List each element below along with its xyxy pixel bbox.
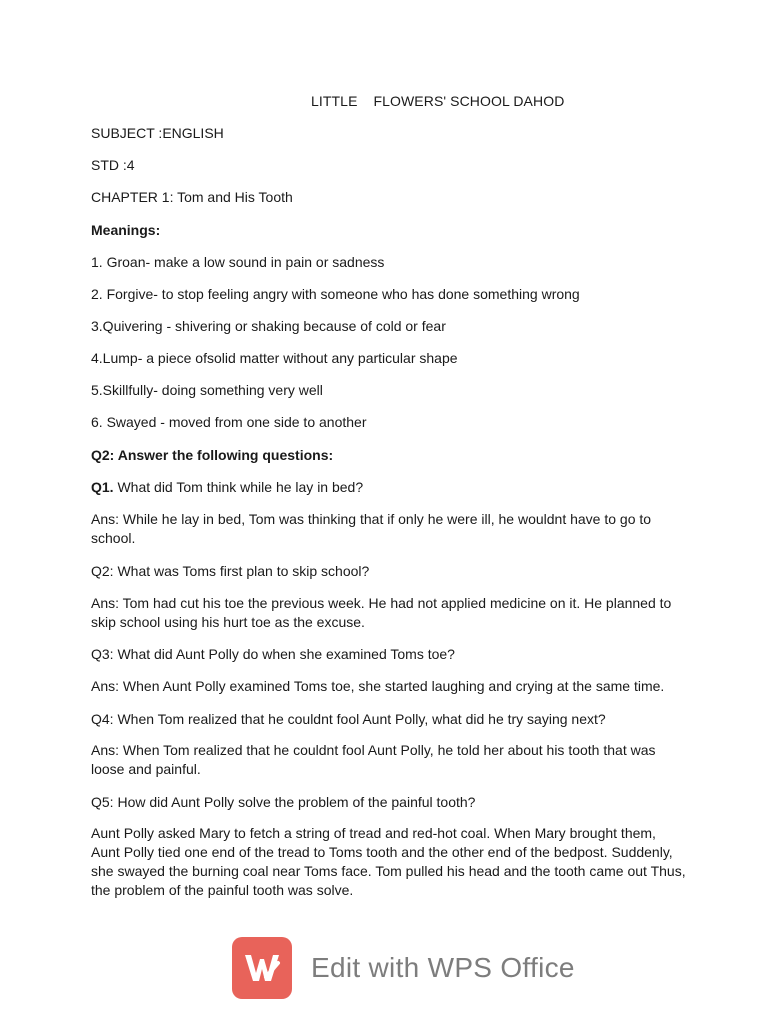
question-1-label: Q1. — [91, 479, 114, 495]
wps-w-icon — [242, 951, 282, 985]
school-title: LITTLE FLOWERS' SCHOOL DAHOD — [311, 93, 565, 109]
chapter-title: CHAPTER 1: Tom and His Tooth — [91, 189, 293, 205]
meaning-item: 1. Groan- make a low sound in pain or sadness — [91, 254, 385, 270]
answer-1: Ans: While he lay in bed, Tom was thinking that if only he were ill, he wouldnt have to go to school. — [91, 511, 652, 546]
answer-4: Ans: When Tom realized that he couldnt fool Aunt Polly, he told her about his tooth that was loose and painful. — [91, 742, 656, 777]
meaning-item: 4.Lump- a piece ofsolid matter without any particular shape — [91, 350, 458, 366]
meaning-item: 3.Quivering - shivering or shaking because of cold or fear — [91, 318, 446, 334]
wps-logo-icon[interactable] — [232, 937, 292, 999]
edit-with-wps-label[interactable]: Edit with WPS Office — [311, 952, 575, 983]
questions-heading: Q2: Answer the following questions: — [91, 447, 334, 463]
question-3: Q3: What did Aunt Polly do when she examined Toms toe? — [91, 646, 455, 662]
meaning-item: 5.Skillfully- doing something very well — [91, 382, 323, 398]
answer-3: Ans: When Aunt Polly examined Toms toe, she started laughing and crying at the same time. — [91, 678, 665, 694]
question-1-text: What did Tom think while he lay in bed? — [113, 479, 364, 495]
question-4: Q4: When Tom realized that he couldnt fool Aunt Polly, what did he try saying next? — [91, 711, 606, 727]
answer-5: Aunt Polly asked Mary to fetch a string of tread and red-hot coal. When Mary brought them, Aunt Polly tied one end of the tread to Toms tooth and the other end of the bedpost. Suddenly, she swayed the burning coal near Toms face. Tom pulled his head and the tooth came out Thus, the problem of the painful tooth was solve. — [91, 825, 686, 898]
subject-line: SUBJECT :ENGLISH — [91, 125, 224, 141]
std-line: STD :4 — [91, 157, 135, 173]
meanings-heading: Meanings: — [91, 222, 161, 238]
question-1 — [91, 478, 363, 497]
question-5: Q5: How did Aunt Polly solve the problem of the painful tooth? — [91, 794, 476, 810]
meaning-item: 2. Forgive- to stop feeling angry with someone who has done something wrong — [91, 286, 580, 302]
meaning-item: 6. Swayed - moved from one side to another — [91, 414, 367, 430]
question-2: Q2: What was Toms first plan to skip school? — [91, 563, 370, 579]
edit-with-wps-banner[interactable] — [232, 936, 575, 1000]
answer-2: Ans: Tom had cut his toe the previous week. He had not applied medicine on it. He planned to skip school using his hurt toe as the excuse. — [91, 595, 672, 630]
